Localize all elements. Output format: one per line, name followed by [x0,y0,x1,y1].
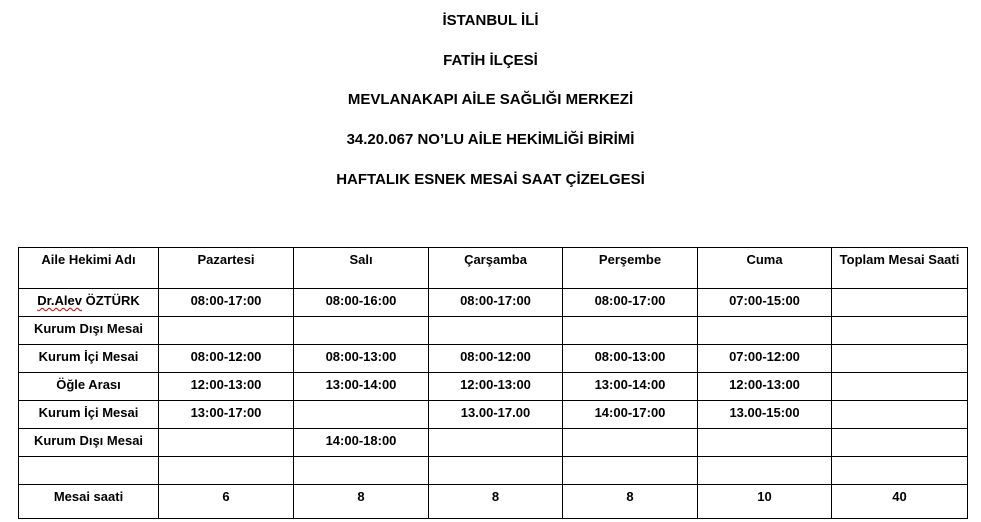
table-cell: 08:00-16:00 [294,289,429,317]
table-cell [563,429,698,457]
table-cell [429,429,563,457]
physician-surname: ÖZTÜRK [82,293,140,308]
document-title: HAFTALIK ESNEK MESAİ SAAT ÇİZELGESİ [336,171,645,188]
table-cell: 08:00-13:00 [294,345,429,373]
table-cell: 12:00-13:00 [429,373,563,401]
table-cell [832,401,968,429]
table-cell: 08:00-13:00 [563,345,698,373]
table-cell [159,457,294,485]
table-cell [563,457,698,485]
row-label [19,457,159,485]
table-cell: 14:00-17:00 [563,401,698,429]
table-cell [429,317,563,345]
table-cell: 13:00-17:00 [159,401,294,429]
table-row-total [19,485,968,519]
total-row-label: Mesai saati [19,485,159,519]
row-label: Kurum İçi Mesai [19,345,159,373]
total-tuesday: 8 [294,485,429,519]
table-header-row [19,248,968,289]
table-cell: 14:00-18:00 [294,429,429,457]
total-thursday: 8 [563,485,698,519]
header-health-center: MEVLANAKAPI AİLE SAĞLIĞI MERKEZİ [347,91,634,108]
total-weekly-hours: 40 [832,485,968,519]
table-cell [832,457,968,485]
table-cell [832,345,968,373]
row-label: Öğle Arası [19,373,159,401]
table-cell: 12:00-13:00 [698,373,832,401]
column-header-total-hours: Toplam Mesai Saati [832,248,968,289]
table-cell [832,317,968,345]
table-row [19,317,968,345]
table-cell: 12:00-13:00 [159,373,294,401]
table-cell: 13.00-17.00 [429,401,563,429]
row-label: Kurum İçi Mesai [19,401,159,429]
table-cell [698,429,832,457]
total-friday: 10 [698,485,832,519]
column-header-wednesday: Çarşamba [429,248,563,289]
row-label: Kurum Dışı Mesai [19,429,159,457]
table-cell [429,457,563,485]
table-cell: 07:00-15:00 [698,289,832,317]
table-cell: 13.00-15:00 [698,401,832,429]
physician-title-name: Dr.Alev [37,293,83,308]
table-cell: 07:00-12:00 [698,345,832,373]
table-cell [159,317,294,345]
column-header-thursday: Perşembe [563,248,698,289]
table-cell [698,457,832,485]
table-row [19,429,968,457]
table-cell [832,373,968,401]
table-cell: 08:00-17:00 [429,289,563,317]
column-header-monday: Pazartesi [159,248,294,289]
table-cell: 08:00-17:00 [159,289,294,317]
table-cell [159,429,294,457]
header-province: İSTANBUL İLİ [442,12,539,29]
table-row [19,373,968,401]
table-cell: 08:00-12:00 [159,345,294,373]
table-row-empty [19,457,968,485]
column-header-physician: Aile Hekimi Adı [19,248,159,289]
weekly-schedule-table [18,247,968,519]
table-cell [832,429,968,457]
table-row-physician [19,289,968,317]
header-district: FATİH İLÇESİ [443,52,538,69]
table-cell [698,317,832,345]
total-monday: 6 [159,485,294,519]
column-header-tuesday: Salı [294,248,429,289]
physician-name-cell [19,289,159,317]
table-cell [294,457,429,485]
table-row [19,401,968,429]
table-cell [294,317,429,345]
column-header-friday: Cuma [698,248,832,289]
header-unit: 34.20.067 NO’LU AİLE HEKİMLİĞİ BİRİMİ [346,131,635,148]
row-label: Kurum Dışı Mesai [19,317,159,345]
table-cell: 13:00-14:00 [563,373,698,401]
table-cell [294,401,429,429]
total-wednesday: 8 [429,485,563,519]
table-cell [563,317,698,345]
table-cell: 13:00-14:00 [294,373,429,401]
table-cell: 08:00-17:00 [563,289,698,317]
table-cell: 08:00-12:00 [429,345,563,373]
table-cell [832,289,968,317]
table-row [19,345,968,373]
